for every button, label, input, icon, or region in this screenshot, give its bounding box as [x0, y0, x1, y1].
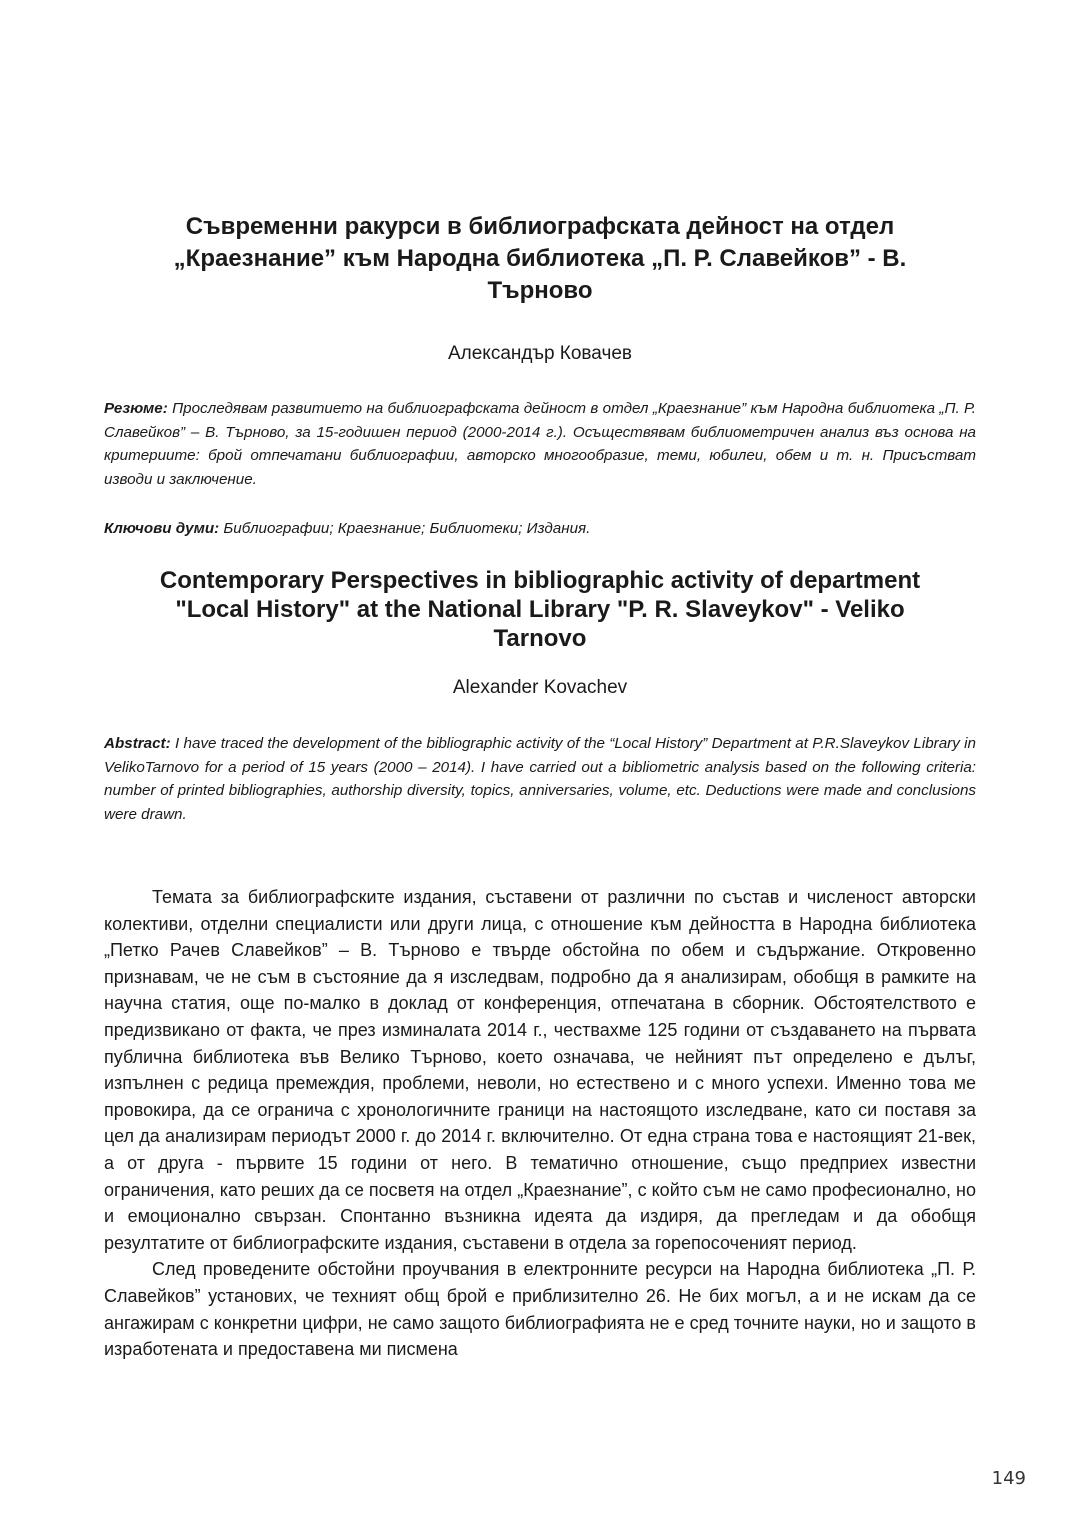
bulgarian-keywords-text: Библиографии; Краезнание; Библиотеки; Издания.: [223, 520, 591, 537]
english-abstract-label: Abstract:: [104, 735, 171, 752]
english-title-line: "Local History" at the National Library "P. R. Slaveykov" - Veliko: [175, 596, 905, 623]
bulgarian-abstract: [104, 397, 976, 491]
english-abstract: [104, 732, 976, 826]
page-number: 149: [991, 1468, 1026, 1489]
english-abstract-text: I have traced the development of the bibliographic activity of the “Local History” Department at P.R.Slaveykov Library in VelikoTarnovo for a period of 15 years (2000 – 2014). I have carried out a bibliometric analysis based on the following criteria: number of printed bibliographies, authorship diversity, topics, anniversaries, volume, etc. Deductions were made and conclusions were drawn.: [104, 735, 976, 823]
bulgarian-title-line: „Краезнание” към Народна библиотека „П. Р. Славейков” - В.: [173, 245, 907, 272]
bulgarian-keywords-label: Ключови думи:: [104, 520, 220, 537]
english-title: [104, 566, 976, 653]
english-author: Alexander Kovachev: [452, 677, 628, 698]
body-paragraph: След проведените обстойни проучвания в електронните ресурси на Народна библиотека „П. Р. Славейков” установих, че техният общ брой е приблизително 26. Не бих могъл, а и не искам да се ангажирам с конкретни цифри, не само защото библиографията не е сред точните науки, но и защото в изработената и предоставена ми писмена: [104, 1259, 976, 1360]
bulgarian-keywords: [104, 517, 976, 541]
bulgarian-title-line: Търново: [487, 277, 593, 304]
bulgarian-title-line: Съвременни ракурси в библиографската дейност на отдел: [185, 213, 895, 240]
bulgarian-title: [104, 211, 976, 307]
body-text: [104, 884, 976, 1363]
bulgarian-abstract-text: Проследявам развитието на библиографската дейност в отдел „Краезнание” към Народна библиотека „П. Р. Славейков” – В. Търново, за 15-годишен период (2000-2014 г.). Осъществявам библиометричен анализ въз основа на критериите: брой отпечатани библиографии, авторско многообразие, теми, юбилеи, обем и т. н. Присъстват изводи и заключение.: [104, 400, 976, 488]
bulgarian-abstract-label: Резюме:: [104, 400, 168, 417]
body-paragraph: Темата за библиографските издания, съставени от различни по състав и численост авторски колективи, отделни специалисти или други лица, с отношение към дейността в Народна библиотека „Петко Рачев Славейков” – В. Търново е твърде обстойна по обем и съдържание. Откровенно признавам, че не съм в състояние да я изследвам, подробно да я анализирам, обобщя в рамките на научна статия, още по-малко в доклад от конференция, отпечатана в сборник. Обстоятелството е предизвикано от факта, че през изминалата 2014 г., чествахме 125 години от създаването на първата публична библиотека във Велико Търново, което означава, че нейният път определено е дълъг, изпълнен с редица премеждия, проблеми, неволи, но естествено и с много успехи. Именно това ме провокира, да се огранича с хронологичните граници на настоящото изследване, като си поставя за цел да анализирам периодът 2000 г. до 2014 г. включително. От една страна това е настоящият 21-век, а от друга - първите 15 години от него. В тематично отношение, също предприех известни ограничения, като реших да се посветя на отдел „Краезнание”, с който съм не само професионално, но и емоционално свързан. Спонтанно възникна идеята да издиря, да прегледам и да обобщя резултатите от библиографските издания, съставени в отдела за горепосоченият период.: [104, 887, 976, 1253]
english-title-line: Contemporary Perspectives in bibliographic activity of department: [159, 567, 921, 594]
english-title-line: Tarnovo: [493, 625, 587, 652]
bulgarian-author: Александър Ковачев: [447, 343, 633, 364]
